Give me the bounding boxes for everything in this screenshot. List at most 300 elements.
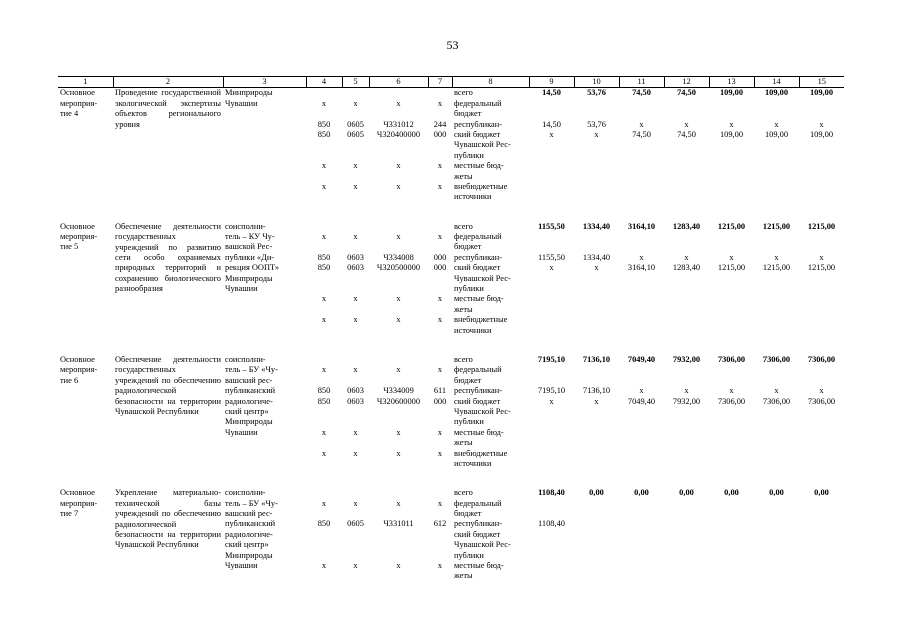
year-value-cell-12: [664, 488, 709, 582]
year-value: 0,00: [769, 488, 784, 498]
code-value: [371, 407, 426, 417]
event-description-cell: [113, 488, 223, 582]
year-value: [576, 519, 617, 529]
code-value: [308, 355, 340, 365]
year-value: [756, 151, 797, 161]
code-value: Ч320400000: [376, 129, 421, 139]
row-gap-cell: [58, 336, 844, 355]
code-value: [371, 540, 426, 550]
budget-table: [58, 76, 844, 582]
code-value: [430, 284, 450, 294]
year-value: [576, 571, 617, 581]
code-value: x: [396, 161, 401, 171]
year-value: [801, 182, 842, 192]
executor-cell: [223, 222, 306, 336]
funding-source-line: местные бюд-: [454, 561, 504, 571]
code-value: x: [353, 98, 358, 108]
executor-line: публиканский: [225, 519, 276, 529]
funding-source-line: федеральный: [454, 365, 502, 375]
code-value: 000: [433, 252, 447, 262]
year-value: 1155,50: [538, 221, 565, 231]
code-value: [371, 88, 426, 98]
code-value: [308, 140, 340, 150]
year-value: [576, 407, 617, 417]
code-value: [371, 488, 426, 498]
year-value: [666, 315, 707, 325]
column-header-10: 10: [574, 77, 619, 88]
code-value: [371, 459, 426, 469]
code-cell-c4: [306, 488, 342, 582]
year-value: [756, 438, 797, 448]
code-value: x: [396, 315, 401, 325]
year-value: [801, 407, 842, 417]
funding-source-line: ский бюджет: [454, 396, 501, 406]
year-value: [576, 561, 617, 571]
year-value: [621, 519, 662, 529]
code-value: [308, 407, 340, 417]
code-value: [371, 509, 426, 519]
executor-line: тель – КУ Чу-: [225, 232, 275, 242]
code-value: x: [437, 294, 443, 304]
year-value: [801, 459, 842, 469]
year-value: [576, 540, 617, 550]
year-value: [801, 499, 842, 509]
year-value: [801, 530, 842, 540]
year-value: [801, 172, 842, 182]
year-value: [531, 326, 572, 336]
code-value: 000: [433, 263, 447, 273]
year-value: [621, 182, 662, 192]
code-value: [308, 192, 340, 202]
code-value: 0603: [347, 252, 364, 262]
year-value-cell-14: [754, 355, 799, 469]
year-value: [666, 284, 707, 294]
year-value: [666, 242, 707, 252]
year-value: 109,00: [809, 129, 834, 139]
code-value: x: [321, 448, 327, 458]
event-name-line: мероприя-: [60, 498, 98, 508]
year-value: [576, 242, 617, 252]
funding-source-line: бюджет: [454, 242, 482, 252]
code-value: [430, 407, 450, 417]
funding-source-line: всего: [454, 221, 473, 231]
year-value: 7932,00: [672, 355, 701, 364]
funding-source-cell: [452, 88, 529, 203]
column-header-6: 6: [369, 77, 428, 88]
year-value: [531, 459, 572, 469]
code-value: [430, 326, 450, 336]
code-value: x: [396, 427, 401, 437]
year-value: [756, 99, 797, 109]
year-value: 7306,00: [807, 355, 836, 364]
year-value: [801, 428, 842, 438]
code-value: [308, 488, 340, 498]
code-value: [308, 438, 340, 448]
code-value: [430, 88, 450, 98]
year-value: [711, 99, 752, 109]
year-value: x: [594, 396, 599, 406]
code-value: [344, 540, 367, 550]
year-value: [756, 161, 797, 171]
code-value: [371, 172, 426, 182]
year-value: [576, 417, 617, 427]
year-value: x: [639, 119, 644, 129]
code-value: x: [396, 98, 401, 108]
year-value: [711, 438, 752, 448]
code-value: [344, 571, 367, 581]
funding-source-line: публики: [454, 284, 484, 294]
executor-line: радиологиче-: [225, 396, 273, 406]
code-value: x: [321, 294, 327, 304]
code-value: 850: [317, 386, 331, 396]
year-value: [576, 284, 617, 294]
year-value: [711, 140, 752, 150]
year-value: [756, 294, 797, 304]
year-value: [711, 242, 752, 252]
year-value: [666, 551, 707, 561]
code-cell-c4: [306, 355, 342, 469]
year-value: [756, 242, 797, 252]
code-value: [371, 326, 426, 336]
funding-source-cell: [452, 488, 529, 582]
year-value: [801, 561, 842, 571]
year-value: [621, 232, 662, 242]
year-value: [711, 151, 752, 161]
executor-line: ский центр»: [225, 540, 269, 550]
funding-source-line: местные бюд-: [454, 161, 504, 171]
year-value: [531, 315, 572, 325]
year-value: [756, 284, 797, 294]
year-value: [576, 305, 617, 315]
year-value: 14,50: [542, 119, 561, 129]
code-value: 611: [433, 386, 447, 396]
code-value: Ч331012: [383, 119, 414, 129]
code-cell-c5: [342, 88, 369, 203]
code-value: [371, 551, 426, 561]
year-value: 109,00: [719, 129, 744, 139]
code-value: x: [437, 161, 443, 171]
code-cell-c5: [342, 222, 369, 336]
funding-source-line: ский бюджет: [454, 263, 501, 273]
year-value: [576, 172, 617, 182]
executor-line: вашский рес-: [225, 375, 273, 385]
column-header-13: 13: [709, 77, 754, 88]
year-value: [711, 109, 752, 119]
code-value: [344, 417, 367, 427]
column-header-5: 5: [342, 77, 369, 88]
code-value: x: [437, 427, 443, 437]
code-value: [344, 242, 367, 252]
year-value: [666, 519, 707, 529]
column-header-2: 2: [113, 77, 223, 88]
year-value: [531, 305, 572, 315]
code-value: x: [321, 181, 327, 191]
code-value: 000: [433, 396, 447, 406]
code-value: 612: [433, 519, 447, 529]
code-value: 0603: [347, 396, 364, 406]
year-value-cell-15: [799, 355, 844, 469]
year-value: [531, 284, 572, 294]
code-value: [430, 438, 450, 448]
year-value: 1108,40: [538, 519, 565, 529]
year-value: [531, 571, 572, 581]
year-value-cell-10: [574, 355, 619, 469]
year-value-cell-11: [619, 355, 664, 469]
event-name-line: мероприя-: [60, 232, 98, 242]
column-header-15: 15: [799, 77, 844, 88]
year-value: 7136,10: [582, 386, 611, 396]
year-value: [801, 417, 842, 427]
year-value: x: [639, 386, 644, 396]
year-value: 1215,00: [762, 221, 791, 231]
code-cell-c4: [306, 222, 342, 336]
column-header-14: 14: [754, 77, 799, 88]
year-value: 3164,10: [627, 263, 656, 273]
year-value: 7932,00: [672, 396, 701, 406]
year-value: x: [729, 386, 734, 396]
row-gap: [58, 203, 844, 222]
year-value: [711, 376, 752, 386]
year-value: [576, 459, 617, 469]
code-value: [308, 274, 340, 284]
year-value: 7306,00: [717, 396, 746, 406]
year-value: [531, 99, 572, 109]
year-value-cell-14: [754, 88, 799, 203]
column-header-3: 3: [223, 77, 306, 88]
funding-source-line: ский бюджет: [454, 529, 501, 539]
code-value: [371, 376, 426, 386]
executor-cell: [223, 488, 306, 582]
year-value: [711, 540, 752, 550]
code-value: [430, 192, 450, 202]
code-value: [430, 242, 450, 252]
year-value: [621, 417, 662, 427]
funding-source-line: Чувашской Рес-: [454, 140, 511, 150]
year-value: [801, 551, 842, 561]
year-value: 1283,40: [672, 221, 701, 231]
year-value: [576, 315, 617, 325]
code-value: [430, 417, 450, 427]
code-value: [344, 530, 367, 540]
code-cell-c6: [369, 355, 428, 469]
year-value: 109,00: [764, 129, 789, 139]
column-header-8: 8: [452, 77, 529, 88]
executor-line: Минприроды: [225, 273, 273, 283]
code-value: 0605: [347, 129, 364, 139]
year-value: [801, 99, 842, 109]
code-value: x: [353, 315, 358, 325]
code-value: x: [437, 315, 443, 325]
year-value: x: [549, 396, 554, 406]
row-gap: [58, 469, 844, 488]
year-value: 1215,00: [762, 263, 791, 273]
code-value: [344, 438, 367, 448]
year-value-cell-15: [799, 222, 844, 336]
year-value: [711, 551, 752, 561]
code-value: x: [396, 294, 401, 304]
code-value: [308, 151, 340, 161]
year-value: [666, 182, 707, 192]
table-row: [58, 355, 844, 469]
funding-source-line: федеральный: [454, 232, 502, 242]
code-value: x: [353, 427, 358, 437]
year-value: [756, 182, 797, 192]
code-value: 0603: [347, 263, 364, 273]
funding-source-line: жеты: [454, 171, 473, 181]
code-value: x: [437, 232, 443, 242]
year-value: 74,50: [677, 129, 696, 139]
year-value: 7306,00: [717, 355, 746, 364]
year-value: 74,50: [632, 88, 651, 98]
year-value: [666, 109, 707, 119]
year-value: [576, 449, 617, 459]
year-value: [621, 376, 662, 386]
year-value: [576, 530, 617, 540]
funding-source-line: федеральный: [454, 498, 502, 508]
year-value-cell-15: [799, 488, 844, 582]
code-cell-c7: [428, 488, 452, 582]
event-name-line: Основное: [60, 355, 95, 364]
code-value: x: [437, 98, 443, 108]
code-value: [371, 242, 426, 252]
funding-source-line: внебюджетные: [454, 315, 508, 325]
year-value: [756, 365, 797, 375]
event-name-line: Основное: [60, 88, 95, 98]
code-value: [430, 571, 450, 581]
code-value: Ч331011: [383, 519, 414, 529]
year-value: 0,00: [724, 488, 739, 498]
code-value: x: [437, 181, 443, 191]
event-name-cell: [58, 88, 113, 203]
year-value: [711, 428, 752, 438]
year-value-cell-13: [709, 222, 754, 336]
year-value: 7195,10: [537, 386, 566, 396]
year-value: 1108,40: [538, 488, 565, 498]
code-value: [344, 459, 367, 469]
year-value: [666, 459, 707, 469]
page-number: 53: [446, 38, 459, 52]
funding-source-line: всего: [454, 88, 473, 98]
year-value: 7306,00: [762, 355, 791, 364]
funding-source-line: всего: [454, 355, 473, 364]
code-value: [430, 140, 450, 150]
year-value: [666, 417, 707, 427]
year-value: [621, 438, 662, 448]
code-cell-c6: [369, 222, 428, 336]
year-value: [621, 326, 662, 336]
event-name-line: тие 6: [60, 375, 79, 385]
year-value: 3164,10: [627, 221, 656, 231]
executor-line: Чувашии: [225, 427, 258, 437]
year-value: [576, 428, 617, 438]
code-value: 244: [433, 119, 447, 129]
funding-source-line: Чувашской Рес-: [454, 273, 511, 283]
code-value: [308, 109, 340, 119]
year-value: [576, 140, 617, 150]
code-value: [344, 376, 367, 386]
year-value: 0,00: [814, 488, 829, 498]
column-header-11: 11: [619, 77, 664, 88]
code-value: x: [321, 98, 327, 108]
code-value: [344, 305, 367, 315]
year-value: [801, 438, 842, 448]
year-value: 1334,40: [582, 252, 611, 262]
event-name-line: мероприя-: [60, 98, 98, 108]
year-value: [531, 540, 572, 550]
code-value: x: [437, 365, 443, 375]
funding-source-line: всего: [454, 488, 473, 498]
year-value: [756, 140, 797, 150]
year-value: [531, 365, 572, 375]
year-value-cell-10: [574, 88, 619, 203]
funding-source-line: источники: [454, 325, 492, 335]
funding-source-line: Чувашской Рес-: [454, 540, 511, 550]
year-value-cell-14: [754, 222, 799, 336]
year-value: [801, 305, 842, 315]
code-value: [430, 109, 450, 119]
year-value: [621, 294, 662, 304]
year-value: 7195,10: [537, 355, 566, 364]
year-value: x: [549, 129, 554, 139]
year-value: 109,00: [764, 88, 789, 98]
year-value: 7136,10: [582, 355, 611, 364]
year-value-cell-12: [664, 222, 709, 336]
year-value-cell-11: [619, 488, 664, 582]
code-cell-c7: [428, 222, 452, 336]
year-value: x: [594, 129, 599, 139]
executor-line: соисполни-: [225, 221, 266, 231]
code-value: [308, 530, 340, 540]
year-value: [756, 499, 797, 509]
code-value: x: [353, 232, 358, 242]
code-value: [344, 326, 367, 336]
year-value: [801, 161, 842, 171]
year-value: [711, 365, 752, 375]
year-value: x: [594, 263, 599, 273]
year-value: [621, 274, 662, 284]
event-description-cell: [113, 222, 223, 336]
funding-source-line: жеты: [454, 304, 473, 314]
code-cell-c6: [369, 488, 428, 582]
code-value: [308, 571, 340, 581]
year-value: 7306,00: [807, 396, 836, 406]
column-header-1: 1: [58, 77, 113, 88]
year-value: [801, 140, 842, 150]
event-name-line: тие 5: [60, 242, 79, 252]
year-value: [666, 161, 707, 171]
code-value: x: [396, 498, 401, 508]
year-value-cell-12: [664, 88, 709, 203]
year-value: [621, 509, 662, 519]
year-value: [666, 172, 707, 182]
year-value: [666, 140, 707, 150]
funding-source-line: местные бюд-: [454, 427, 504, 437]
event-description-cell: [113, 88, 223, 203]
code-value: [344, 88, 367, 98]
code-value: [344, 488, 367, 498]
year-value: [576, 109, 617, 119]
year-value: [711, 232, 752, 242]
code-cell-c6: [369, 88, 428, 203]
year-value: [531, 140, 572, 150]
year-value: [621, 459, 662, 469]
executor-line: Чувашии: [225, 561, 258, 571]
code-value: [308, 284, 340, 294]
year-value: [621, 571, 662, 581]
event-description: Обеспечение деятельности государственных учреждений по обеспечению радиологической безопасности на территории Чувашской Республики: [115, 355, 221, 417]
year-value: [756, 459, 797, 469]
code-value: [308, 417, 340, 427]
